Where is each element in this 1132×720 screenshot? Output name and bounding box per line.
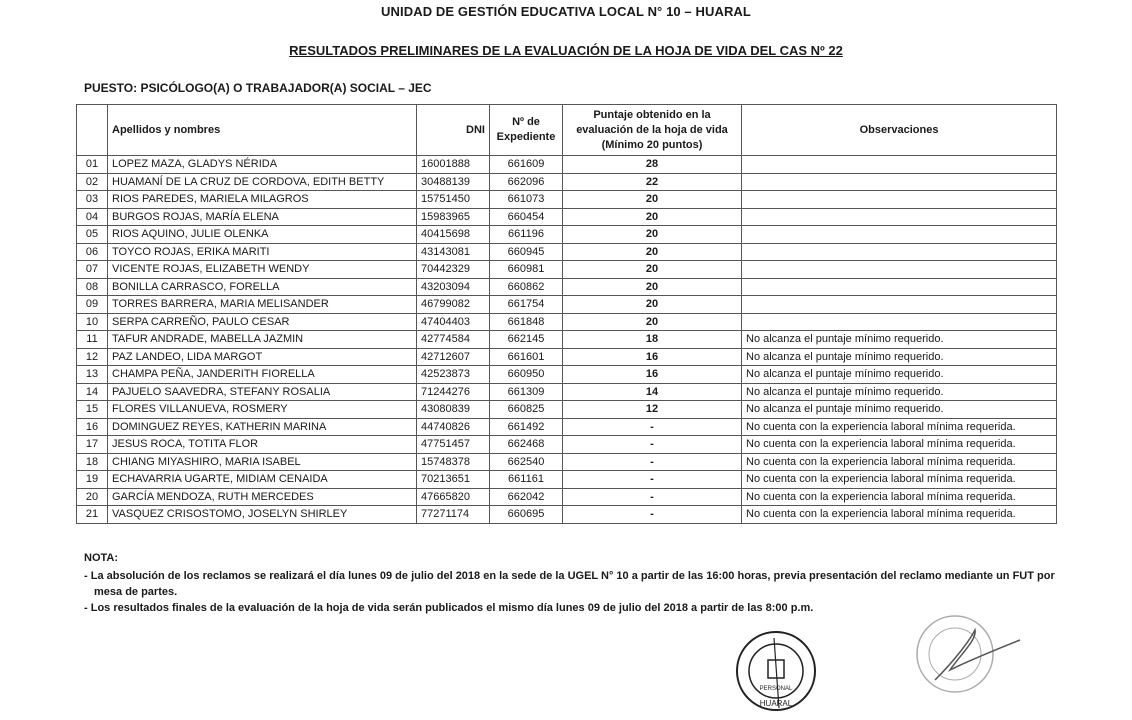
applicant-name: VASQUEZ CRISOSTOMO, JOSELYN SHIRLEY [108, 506, 417, 524]
applicant-name: TORRES BARRERA, MARIA MELISANDER [108, 296, 417, 314]
applicant-name: BURGOS ROJAS, MARÍA ELENA [108, 208, 417, 226]
score-value: 18 [563, 331, 742, 349]
applicant-name: PAZ LANDEO, LIDA MARGOT [108, 348, 417, 366]
table-row [77, 243, 1057, 261]
table-row [77, 226, 1057, 244]
score-value: 20 [563, 313, 742, 331]
applicant-name: CHAMPA PEÑA, JANDERITH FIORELLA [108, 366, 417, 384]
row-number: 18 [77, 453, 108, 471]
score-value: 20 [563, 191, 742, 209]
table-row [77, 488, 1057, 506]
table-row [77, 331, 1057, 349]
col-dni-header: DNI [417, 105, 490, 156]
stamp-center-text: PERSONAL [759, 686, 793, 692]
col-score-header [563, 105, 742, 156]
row-number: 01 [77, 156, 108, 174]
score-value: 28 [563, 156, 742, 174]
table-row [77, 506, 1057, 524]
row-number: 02 [77, 173, 108, 191]
table-row [77, 366, 1057, 384]
observacion-text [742, 278, 1057, 296]
score-value: - [563, 506, 742, 524]
observacion-text: No cuenta con la experiencia laboral mínima requerida. [742, 471, 1057, 489]
table-row [77, 348, 1057, 366]
applicant-dni: 43143081 [417, 243, 490, 261]
table-row [77, 453, 1057, 471]
applicant-name: LOPEZ MAZA, GLADYS NÉRIDA [108, 156, 417, 174]
row-number: 03 [77, 191, 108, 209]
col-num-header [77, 105, 108, 156]
observacion-text: No cuenta con la experiencia laboral mínima requerida. [742, 506, 1057, 524]
score-value: 14 [563, 383, 742, 401]
row-number: 11 [77, 331, 108, 349]
observacion-text [742, 243, 1057, 261]
applicant-dni: 40415698 [417, 226, 490, 244]
row-number: 10 [77, 313, 108, 331]
table-row [77, 471, 1057, 489]
expediente-number: 660950 [490, 366, 563, 384]
score-value: 22 [563, 173, 742, 191]
table-row [77, 418, 1057, 436]
observacion-text: No alcanza el puntaje mínimo requerido. [742, 331, 1057, 349]
row-number: 04 [77, 208, 108, 226]
applicant-dni: 44740826 [417, 418, 490, 436]
observacion-text [742, 296, 1057, 314]
applicant-name: PAJUELO SAAVEDRA, STEFANY ROSALIA [108, 383, 417, 401]
observacion-text: No alcanza el puntaje mínimo requerido. [742, 383, 1057, 401]
applicant-name: RIOS AQUINO, JULIE OLENKA [108, 226, 417, 244]
applicant-dni: 77271174 [417, 506, 490, 524]
col-expediente-line2: Expediente [496, 131, 556, 143]
applicant-dni: 42523873 [417, 366, 490, 384]
col-score-line2: evaluación de la hoja de vida [576, 123, 728, 136]
expediente-number: 660862 [490, 278, 563, 296]
observacion-text: No cuenta con la experiencia laboral mínima requerida. [742, 488, 1057, 506]
col-score-line3: (Mínimo 20 puntos) [601, 138, 703, 151]
nota-item: - La absolución de los reclamos se realizará el día lunes 09 de julio del 2018 en la sede de la UGEL N° 10 a partir de las 16:00 horas, previa presentación del reclamo mediante un FUT por mesa de partes. [84, 570, 1055, 598]
applicant-name: DOMINGUEZ REYES, KATHERIN MARINA [108, 418, 417, 436]
ugel-personal-stamp-icon [735, 630, 817, 712]
applicant-name: RIOS PAREDES, MARIELA MILAGROS [108, 191, 417, 209]
expediente-number: 662540 [490, 453, 563, 471]
row-number: 14 [77, 383, 108, 401]
col-score-line1: Puntaje obtenido en la [593, 108, 711, 121]
score-value: - [563, 488, 742, 506]
puesto-label: PUESTO: PSICÓLOGO(A) O TRABAJADOR(A) SOCIAL – JEC [84, 81, 432, 95]
expediente-number: 661196 [490, 226, 563, 244]
expediente-number: 660825 [490, 401, 563, 419]
row-number: 06 [77, 243, 108, 261]
applicant-dni: 42774584 [417, 331, 490, 349]
table-row [77, 191, 1057, 209]
row-number: 20 [77, 488, 108, 506]
expediente-number: 660981 [490, 261, 563, 279]
applicant-name: GARCÍA MENDOZA, RUTH MERCEDES [108, 488, 417, 506]
results-table [76, 104, 1057, 524]
expediente-number: 661848 [490, 313, 563, 331]
observacion-text [742, 313, 1057, 331]
expediente-number: 661609 [490, 156, 563, 174]
applicant-name: HUAMANÍ DE LA CRUZ DE CORDOVA, EDITH BETTY [108, 173, 417, 191]
expediente-number: 660695 [490, 506, 563, 524]
applicant-name: CHIANG MIYASHIRO, MARIA ISABEL [108, 453, 417, 471]
observacion-text [742, 156, 1057, 174]
score-value: - [563, 436, 742, 454]
document-title: RESULTADOS PRELIMINARES DE LA EVALUACIÓN DE LA HOJA DE VIDA DEL CAS Nº 22 [289, 43, 843, 58]
applicant-name: VICENTE ROJAS, ELIZABETH WENDY [108, 261, 417, 279]
row-number: 17 [77, 436, 108, 454]
score-value: - [563, 453, 742, 471]
expediente-number: 661601 [490, 348, 563, 366]
observacion-text: No cuenta con la experiencia laboral mínima requerida. [742, 418, 1057, 436]
score-value: 20 [563, 208, 742, 226]
row-number: 07 [77, 261, 108, 279]
nota-heading: NOTA: [84, 552, 119, 564]
row-number: 15 [77, 401, 108, 419]
table-row [77, 436, 1057, 454]
applicant-dni: 15983965 [417, 208, 490, 226]
table-body [77, 156, 1057, 524]
observacion-text: No cuenta con la experiencia laboral mínima requerida. [742, 436, 1057, 454]
table-row [77, 173, 1057, 191]
applicant-dni: 16001888 [417, 156, 490, 174]
applicant-name: TOYCO ROJAS, ERIKA MARITI [108, 243, 417, 261]
row-number: 12 [77, 348, 108, 366]
applicant-dni: 43203094 [417, 278, 490, 296]
applicant-dni: 47751457 [417, 436, 490, 454]
applicant-dni: 15751450 [417, 191, 490, 209]
row-number: 08 [77, 278, 108, 296]
score-value: 20 [563, 278, 742, 296]
applicant-dni: 47665820 [417, 488, 490, 506]
applicant-dni: 42712607 [417, 348, 490, 366]
applicant-dni: 15748378 [417, 453, 490, 471]
expediente-number: 660945 [490, 243, 563, 261]
applicant-dni: 46799082 [417, 296, 490, 314]
row-number: 13 [77, 366, 108, 384]
expediente-number: 661754 [490, 296, 563, 314]
expediente-number: 662145 [490, 331, 563, 349]
applicant-name: FLORES VILLANUEVA, ROSMERY [108, 401, 417, 419]
observacion-text: No alcanza el puntaje mínimo requerido. [742, 401, 1057, 419]
observacion-text [742, 208, 1057, 226]
score-value: 20 [563, 261, 742, 279]
expediente-number: 661073 [490, 191, 563, 209]
col-expediente-line1: Nº de [512, 116, 540, 128]
observacion-text [742, 173, 1057, 191]
applicant-name: ECHAVARRIA UGARTE, MIDIAM CENAIDA [108, 471, 417, 489]
observacion-text: No alcanza el puntaje mínimo requerido. [742, 366, 1057, 384]
applicant-name: JESUS ROCA, TOTITA FLOR [108, 436, 417, 454]
observacion-text [742, 191, 1057, 209]
expediente-number: 661309 [490, 383, 563, 401]
score-value: - [563, 471, 742, 489]
expediente-number: 662042 [490, 488, 563, 506]
applicant-dni: 70442329 [417, 261, 490, 279]
applicant-dni: 30488139 [417, 173, 490, 191]
institution-title: UNIDAD DE GESTIÓN EDUCATIVA LOCAL N° 10 – HUARAL [381, 4, 751, 19]
applicant-dni: 70213651 [417, 471, 490, 489]
score-value: 16 [563, 366, 742, 384]
table-row [77, 296, 1057, 314]
table-row [77, 278, 1057, 296]
expediente-number: 662096 [490, 173, 563, 191]
observacion-text: No cuenta con la experiencia laboral mínima requerida. [742, 453, 1057, 471]
applicant-dni: 71244276 [417, 383, 490, 401]
ministerio-signature-stamp-icon [915, 610, 1025, 700]
stamp-bottom-text: HUARAL [759, 699, 793, 708]
col-expediente-header [490, 105, 563, 156]
applicant-dni: 43080839 [417, 401, 490, 419]
table-header-row [77, 105, 1057, 156]
row-number: 05 [77, 226, 108, 244]
nota-item: - Los resultados finales de la evaluación de la hoja de vida serán publicados el mismo día lunes 09 de julio del 2018 a partir de las 8:00 p.m. [84, 602, 814, 614]
expediente-number: 660454 [490, 208, 563, 226]
row-number: 21 [77, 506, 108, 524]
table-row [77, 401, 1057, 419]
expediente-number: 661161 [490, 471, 563, 489]
applicant-name: TAFUR ANDRADE, MABELLA JAZMIN [108, 331, 417, 349]
observacion-text [742, 226, 1057, 244]
score-value: 16 [563, 348, 742, 366]
expediente-number: 661492 [490, 418, 563, 436]
score-value: 20 [563, 226, 742, 244]
col-name-header: Apellidos y nombres [108, 105, 417, 156]
table-row [77, 261, 1057, 279]
observacion-text [742, 261, 1057, 279]
row-number: 16 [77, 418, 108, 436]
table-row [77, 313, 1057, 331]
nota-section [84, 550, 1074, 616]
applicant-name: SERPA CARREÑO, PAULO CESAR [108, 313, 417, 331]
applicant-name: BONILLA CARRASCO, FORELLA [108, 278, 417, 296]
col-observaciones-header: Observaciones [742, 105, 1057, 156]
observacion-text: No alcanza el puntaje mínimo requerido. [742, 348, 1057, 366]
table-row [77, 208, 1057, 226]
applicant-dni: 47404403 [417, 313, 490, 331]
row-number: 09 [77, 296, 108, 314]
expediente-number: 662468 [490, 436, 563, 454]
table-row [77, 383, 1057, 401]
score-value: - [563, 418, 742, 436]
score-value: 12 [563, 401, 742, 419]
score-value: 20 [563, 296, 742, 314]
score-value: 20 [563, 243, 742, 261]
row-number: 19 [77, 471, 108, 489]
table-row [77, 156, 1057, 174]
